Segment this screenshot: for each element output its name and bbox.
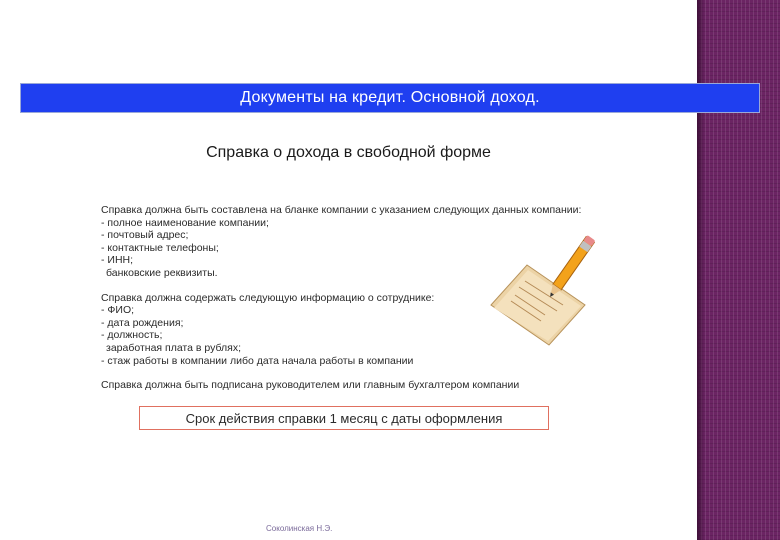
validity-note-box <box>139 406 549 430</box>
paragraph-line: Справка должна быть подписана руководителем или главным бухгалтером компании <box>101 379 520 392</box>
decorative-side-bar <box>697 0 780 540</box>
paragraph-line: - должность; <box>101 329 163 342</box>
paragraph-line: банковские реквизиты. <box>106 266 218 279</box>
paragraph-line: - почтовый адрес; <box>101 229 189 242</box>
paragraph-line: - контактные телефоны; <box>101 241 219 254</box>
paragraph-line: Справка должна содержать следующую информацию о сотруднике: <box>101 291 435 304</box>
paragraph-line: - ФИО; <box>101 304 135 317</box>
document-with-pencil-icon <box>485 235 600 350</box>
author-footer: Соколинская Н.Э. <box>266 524 333 533</box>
slide-subtitle: Справка о дохода в свободной форме <box>206 144 491 161</box>
paragraph-line: заработная плата в рублях; <box>106 341 241 354</box>
paragraph-line: Справка должна быть составлена на бланке компании с указанием следующих данных компании: <box>101 204 582 216</box>
validity-note: Срок действия справки 1 месяц с даты оформления <box>185 410 503 426</box>
title-band <box>20 83 760 113</box>
paragraph-line: - дата рождения; <box>101 316 184 329</box>
paragraph-line: - стаж работы в компании либо дата начала работы в компании <box>101 354 414 367</box>
slide-title: Документы на кредит. Основной доход. <box>240 89 540 106</box>
signature-paragraph <box>101 379 601 392</box>
paragraph-line: - полное наименование компании; <box>101 216 269 229</box>
paragraph-line: - ИНН; <box>101 254 134 267</box>
